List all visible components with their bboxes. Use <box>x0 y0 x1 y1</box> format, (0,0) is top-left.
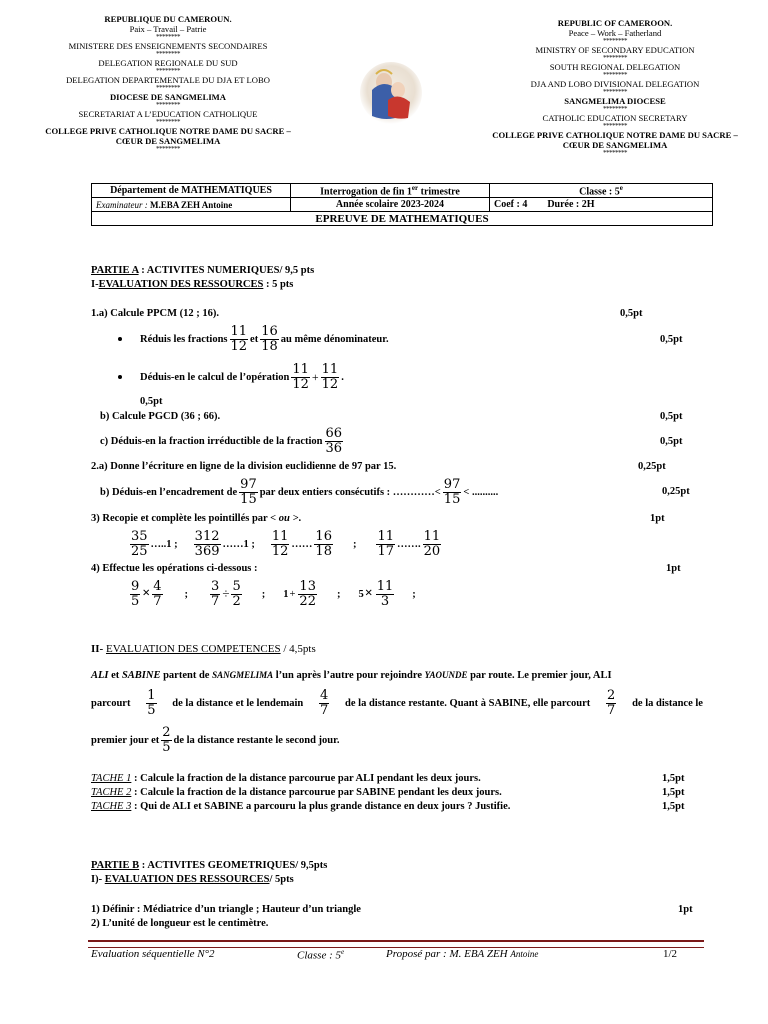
points-bullet-1: 0,5pt <box>660 334 683 345</box>
school-year-cell: Année scolaire 2023-2024 <box>291 198 490 212</box>
points-task-1: 1,5pt <box>662 773 685 784</box>
fraction-11-12-c: $\frac{11}{12}$ <box>271 528 289 559</box>
fraction-35-25: $\frac{35}{25}$ <box>131 528 148 559</box>
header-separator: ******** <box>156 67 180 75</box>
header-separator: ******** <box>156 84 180 92</box>
header-separator: ******** <box>156 118 180 126</box>
partie-a-subtitle: I-EVALUATION DES RESSOURCES : 5 pts <box>91 279 294 290</box>
question-b1: 1) Définir : Médiatrice d’un triangle ; Hauteur d’un triangle <box>91 904 361 915</box>
question-1b: b) Calcule PGCD (36 ; 66). <box>100 411 221 422</box>
fraction-16-18: $\frac{16}{18}$ <box>261 323 278 354</box>
header-line: SANGMELIMA DIOCESE <box>564 96 666 106</box>
problem-line-1: ALI et SABINE partent de SANGMELIMA l’un après l’autre pour rejoindre YAOUNDE par route. Le premier jour, ALI <box>91 670 612 681</box>
footer-author: Proposé par : M. EBA ZEH Antoine <box>386 948 539 960</box>
points-1b: 0,5pt <box>660 411 683 422</box>
problem-line-2: parcourt $\frac{1}{5}$ de la distance et le lendemain $\frac{4}{7}$ de la distance restante. Quant à SABINE, elle parcourt $\frac{2}{7}$ de la distance le <box>91 687 703 718</box>
header-left <box>28 14 308 153</box>
header-line: CŒUR DE SANGMELIMA <box>562 140 668 150</box>
fraction-11-12-a: $\frac{11}{12}$ <box>292 361 309 392</box>
header-line: SECRETARIAT A L’EDUCATION CATHOLIQUE <box>78 109 258 119</box>
header-line: REPUBLIC OF CAMEROON. <box>557 18 673 28</box>
school-logo <box>358 60 424 126</box>
coef-duration-cell: Coef : 4 Durée : 2H <box>490 198 713 212</box>
header-separator: ******** <box>156 145 180 153</box>
task-1: TACHE 1 : Calcule la fraction de la distance parcourue par ALI pendant les deux jours. <box>91 773 481 784</box>
fraction-16-18-b: $\frac{16}{18}$ <box>315 528 332 559</box>
points-2a: 0,25pt <box>638 461 666 472</box>
task-3: TACHE 3 : Qui de ALI et SABINE a parcouru la plus grande distance en deux jours ? Justifie. <box>91 801 511 812</box>
department-cell: Département de MATHEMATIQUES <box>92 184 291 198</box>
points-bullet-2: 0,5pt <box>140 396 163 407</box>
footer-evaluation: Evaluation séquentielle N°2 <box>91 948 215 960</box>
fraction-5-2: $\frac{5}{2}$ <box>232 578 241 609</box>
header-line: DJA AND LOBO DIVISIONAL DELEGATION <box>530 79 700 89</box>
header-line: COLLEGE PRIVE CATHOLIQUE NOTRE DAME DU SACRE – <box>45 126 291 136</box>
question-1c: c) Déduis-en la fraction irréductible de la fraction $\frac{66}{36}$ <box>100 425 343 456</box>
fraction-97-15-b: $\frac{97}{15}$ <box>443 476 461 507</box>
points-3: 1pt <box>650 513 665 524</box>
bullet-icon <box>118 337 122 341</box>
fraction-1-5: $\frac{1}{5}$ <box>147 687 156 718</box>
fraction-97-15: $\frac{97}{15}$ <box>240 476 257 507</box>
partie-a-title: PARTIE A : ACTIVITES NUMERIQUES/ 9,5 pts <box>91 265 315 276</box>
footer-page: 1/2 <box>663 948 678 960</box>
fraction-11-17: $\frac{11}{17}$ <box>377 528 395 559</box>
info-table <box>91 183 713 226</box>
fraction-11-12: $\frac{11}{12}$ <box>230 323 248 354</box>
fraction-11-20: $\frac{11}{20}$ <box>423 528 441 559</box>
class-cell: Classe : 5e <box>490 184 713 198</box>
interrogation-cell: Interrogation de fin 1er trimestre <box>291 184 490 198</box>
fraction-11-12-b: $\frac{11}{12}$ <box>321 361 339 392</box>
question-b2: 2) L’unité de longueur est le centimètre. <box>91 918 269 929</box>
points-1a: 0,5pt <box>620 308 643 319</box>
header-separator: ******** <box>603 105 627 113</box>
examiner-cell: Examinateur : M.EBA ZEH Antoine <box>92 198 291 212</box>
header-separator: ******** <box>603 37 627 45</box>
footer-rule <box>88 940 704 948</box>
header-line: REPUBLIQUE DU CAMEROUN. <box>104 14 232 24</box>
fraction-13-22: $\frac{13}{22}$ <box>299 578 316 609</box>
epreuve-title: EPREUVE DE MATHEMATIQUES <box>92 212 713 226</box>
problem-line-3: premier jour et $\frac{2}{5}$ de la distance restante le second jour. <box>91 724 340 755</box>
fraction-4-7: $\frac{4}{7}$ <box>153 578 162 609</box>
header-line: MINISTRY OF SECONDARY EDUCATION <box>535 45 695 55</box>
competences-title: II- EVALUATION DES COMPETENCES / 4,5pts <box>91 643 316 655</box>
fraction-2-7: $\frac{2}{7}$ <box>607 687 616 718</box>
fraction-11-3: $\frac{11}{3}$ <box>376 578 394 609</box>
header-separator: ******** <box>603 54 627 62</box>
fraction-4-7-b: $\frac{4}{7}$ <box>320 687 329 718</box>
header-separator: ******** <box>156 101 180 109</box>
header-line: DELEGATION REGIONALE DU SUD <box>98 58 238 68</box>
points-task-3: 1,5pt <box>662 801 685 812</box>
header-separator: ******** <box>156 33 180 41</box>
header-line: DIOCESE DE SANGMELIMA <box>109 92 227 102</box>
header-line: DELEGATION DEPARTEMENTALE DU DJA ET LOBO <box>66 75 270 85</box>
points-b1: 1pt <box>678 904 693 915</box>
question-4-operations: $\frac{9}{5}$ × $\frac{4}{7}$ ; $\frac{3}{7}$ ÷ $\frac{5}{2}$ ; 1 + $\frac{13}{22}$ ; 5 × $\frac{11}{3}$ ; <box>131 578 416 609</box>
header-line: MINISTERE DES ENSEIGNEMENTS SECONDAIRES <box>68 41 268 51</box>
question-1a: 1.a) Calcule PPCM (12 ; 16). <box>91 308 220 319</box>
header-separator: ******** <box>156 50 180 58</box>
header-line: COLLEGE PRIVE CATHOLIQUE NOTRE DAME DU SACRE – <box>492 130 738 140</box>
question-1a-bullet-1: Réduis les fractions $\frac{11}{12}$ et $\frac{16}{18}$ au même dénominateur. <box>118 322 389 356</box>
points-1c: 0,5pt <box>660 436 683 447</box>
fraction-312-369: $\frac{312}{369}$ <box>194 528 220 559</box>
header-separator: ******** <box>603 149 627 157</box>
header-separator: ******** <box>603 88 627 96</box>
header-line: CATHOLIC EDUCATION SECRETARY <box>542 113 688 123</box>
question-2a: 2.a) Donne l’écriture en ligne de la division euclidienne de 97 par 15. <box>91 461 397 472</box>
fraction-2-5: $\frac{2}{5}$ <box>162 724 171 755</box>
header-line: SOUTH REGIONAL DELEGATION <box>549 62 681 72</box>
fraction-3-7: $\frac{3}{7}$ <box>211 578 220 609</box>
header-line: Peace – Work – Fatherland <box>568 28 662 38</box>
fraction-66-36: $\frac{66}{36}$ <box>325 425 343 456</box>
partie-b-title: PARTIE B : ACTIVITES GEOMETRIQUES/ 9,5pts <box>91 860 328 871</box>
points-4: 1pt <box>666 563 681 574</box>
points-2b: 0,25pt <box>662 486 690 497</box>
question-2b: b) Déduis-en l’encadrement de $\frac{97}{15}$ par deux entiers consécutifs : …………< $\frac{97}{15}$ < .......... <box>100 476 499 507</box>
header-line: CŒUR DE SANGMELIMA <box>115 136 221 146</box>
header-line: Paix – Travail – Patrie <box>129 24 207 34</box>
partie-b-subtitle: I)- EVALUATION DES RESSOURCES/ 5pts <box>91 874 294 885</box>
question-4: 4) Effectue les opérations ci-dessous : <box>91 563 258 574</box>
header-separator: ******** <box>603 122 627 130</box>
question-3-items: $\frac{35}{25}$ …..1 ; $\frac{312}{369}$ ……1 ; $\frac{11}{12}$ …… $\frac{16}{18}$ ; $\frac{11}{17}$ ……. $\frac{11}{20}$ <box>131 528 441 559</box>
header-separator: ******** <box>603 71 627 79</box>
footer-class: Classe : 5e <box>297 948 345 962</box>
points-task-2: 1,5pt <box>662 787 685 798</box>
bullet-icon <box>118 375 122 379</box>
task-2: TACHE 2 : Calcule la fraction de la distance parcourue par SABINE pendant les deux jours. <box>91 787 502 798</box>
header-right <box>475 18 755 157</box>
fraction-9-5: $\frac{9}{5}$ <box>131 578 140 609</box>
question-3: 3) Recopie et complète les pointillés par < ou >. <box>91 513 302 524</box>
question-1a-bullet-2: Déduis-en le calcul de l’opération $\frac{11}{12}$ + $\frac{11}{12}$ . <box>118 360 344 394</box>
